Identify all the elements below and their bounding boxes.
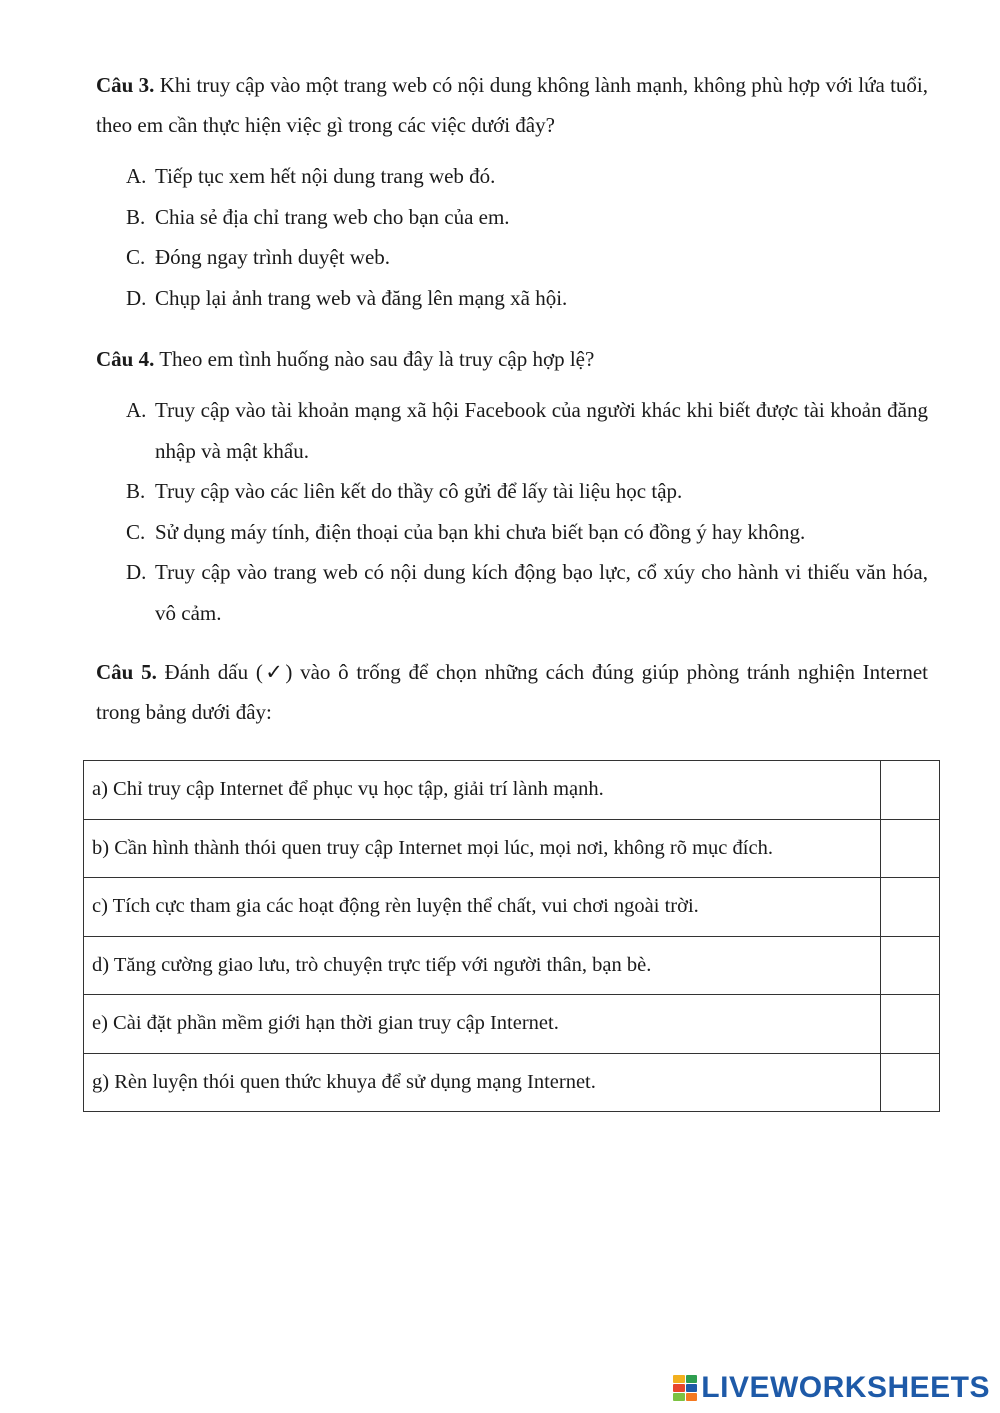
option-text: Chia sẻ địa chỉ trang web cho bạn của em. xyxy=(155,204,510,229)
checkbox-cell-b[interactable] xyxy=(881,819,940,878)
option-letter: C. xyxy=(126,519,146,544)
question-4-text: Theo em tình huống nào sau đây là truy cập hợp lệ? xyxy=(154,347,595,371)
statement-cell: d) Tăng cường giao lưu, trò chuyện trực tiếp với người thân, bạn bè. xyxy=(84,936,881,995)
question-3-option-d xyxy=(96,278,928,319)
logo-square xyxy=(686,1384,698,1392)
statement-cell: a) Chỉ truy cập Internet để phục vụ học tập, giải trí lành mạnh. xyxy=(84,761,881,820)
option-letter: D. xyxy=(126,560,147,584)
liveworksheets-watermark xyxy=(673,1371,990,1405)
question-3 xyxy=(96,65,928,318)
statement-cell: c) Tích cực tham gia các hoạt động rèn luyện thể chất, vui chơi ngoài trời. xyxy=(84,878,881,937)
table-row xyxy=(84,1053,940,1112)
option-text: Tiếp tục xem hết nội dung trang web đó. xyxy=(155,164,496,188)
liveworksheets-logo-icon xyxy=(673,1375,697,1401)
option-text: Truy cập vào tài khoản mạng xã hội Facebook của người khác khi biết được tài khoản đăng nhập và mật khẩu. xyxy=(155,398,928,463)
question-3-option-b xyxy=(96,197,928,238)
table-row xyxy=(84,878,940,937)
question-3-prompt xyxy=(96,65,928,145)
question-3-text: Khi truy cập vào một trang web có nội dung không lành mạnh, không phù hợp với lứa tuổi, theo em cần thực hiện việc gì trong các việc dưới đây? xyxy=(96,73,928,137)
checkbox-cell-c[interactable] xyxy=(881,878,940,937)
option-letter: D. xyxy=(126,285,147,310)
logo-square xyxy=(686,1393,698,1401)
statement-cell: b) Cần hình thành thói quen truy cập Internet mọi lúc, mọi nơi, không rõ mục đích. xyxy=(84,819,881,878)
question-4-option-b xyxy=(96,471,928,512)
question-5-prompt xyxy=(96,652,928,732)
table-row xyxy=(84,761,940,820)
option-text: Đóng ngay trình duyệt web. xyxy=(155,245,391,269)
question-5-label: Câu 5. xyxy=(96,660,157,684)
question-4-prompt xyxy=(96,339,928,379)
statement-cell: g) Rèn luyện thói quen thức khuya để sử dụng mạng Internet. xyxy=(84,1053,881,1112)
question-3-option-a xyxy=(96,156,928,197)
checkbox-cell-e[interactable] xyxy=(881,995,940,1054)
logo-square xyxy=(673,1393,685,1401)
option-letter: A. xyxy=(126,398,147,422)
question-3-option-c xyxy=(96,237,928,278)
checkbox-cell-a[interactable] xyxy=(881,761,940,820)
option-text: Sử dụng máy tính, điện thoại của bạn khi chưa biết bạn có đồng ý hay không. xyxy=(155,519,806,544)
option-letter: B. xyxy=(126,479,146,503)
question-5 xyxy=(96,652,928,732)
logo-square xyxy=(686,1375,698,1383)
question-4-label: Câu 4. xyxy=(96,347,155,371)
question-3-label: Câu 3. xyxy=(96,73,155,97)
checkbox-cell-d[interactable] xyxy=(881,936,940,995)
question-4-options xyxy=(96,390,928,633)
option-text: Truy cập vào các liên kết do thầy cô gửi để lấy tài liệu học tập. xyxy=(155,479,683,503)
option-text: Truy cập vào trang web có nội dung kích động bạo lực, cổ xúy cho hành vi thiếu văn hóa, vô cảm. xyxy=(155,560,928,625)
question-4 xyxy=(96,339,928,633)
question-5-text: Đánh dấu (✓) vào ô trống để chọn những cách đúng giúp phòng tránh nghiện Internet trong bảng dưới đây: xyxy=(96,660,928,724)
checkbox-cell-g[interactable] xyxy=(881,1053,940,1112)
table-row xyxy=(84,819,940,878)
logo-square xyxy=(673,1384,685,1392)
option-letter: B. xyxy=(126,204,146,229)
table-row xyxy=(84,995,940,1054)
statement-cell: e) Cài đặt phần mềm giới hạn thời gian truy cập Internet. xyxy=(84,995,881,1054)
option-letter: A. xyxy=(126,164,147,188)
watermark-text: LIVEWORKSHEETS xyxy=(701,1371,990,1404)
question-4-option-c xyxy=(96,512,928,553)
logo-square xyxy=(673,1375,685,1383)
question-4-option-d xyxy=(96,552,928,633)
option-text: Chụp lại ảnh trang web và đăng lên mạng xã hội. xyxy=(155,285,568,310)
checklist-table xyxy=(83,760,940,1112)
question-3-options xyxy=(96,156,928,318)
table-row xyxy=(84,936,940,995)
question-4-option-a xyxy=(96,390,928,471)
option-letter: C. xyxy=(126,245,146,269)
